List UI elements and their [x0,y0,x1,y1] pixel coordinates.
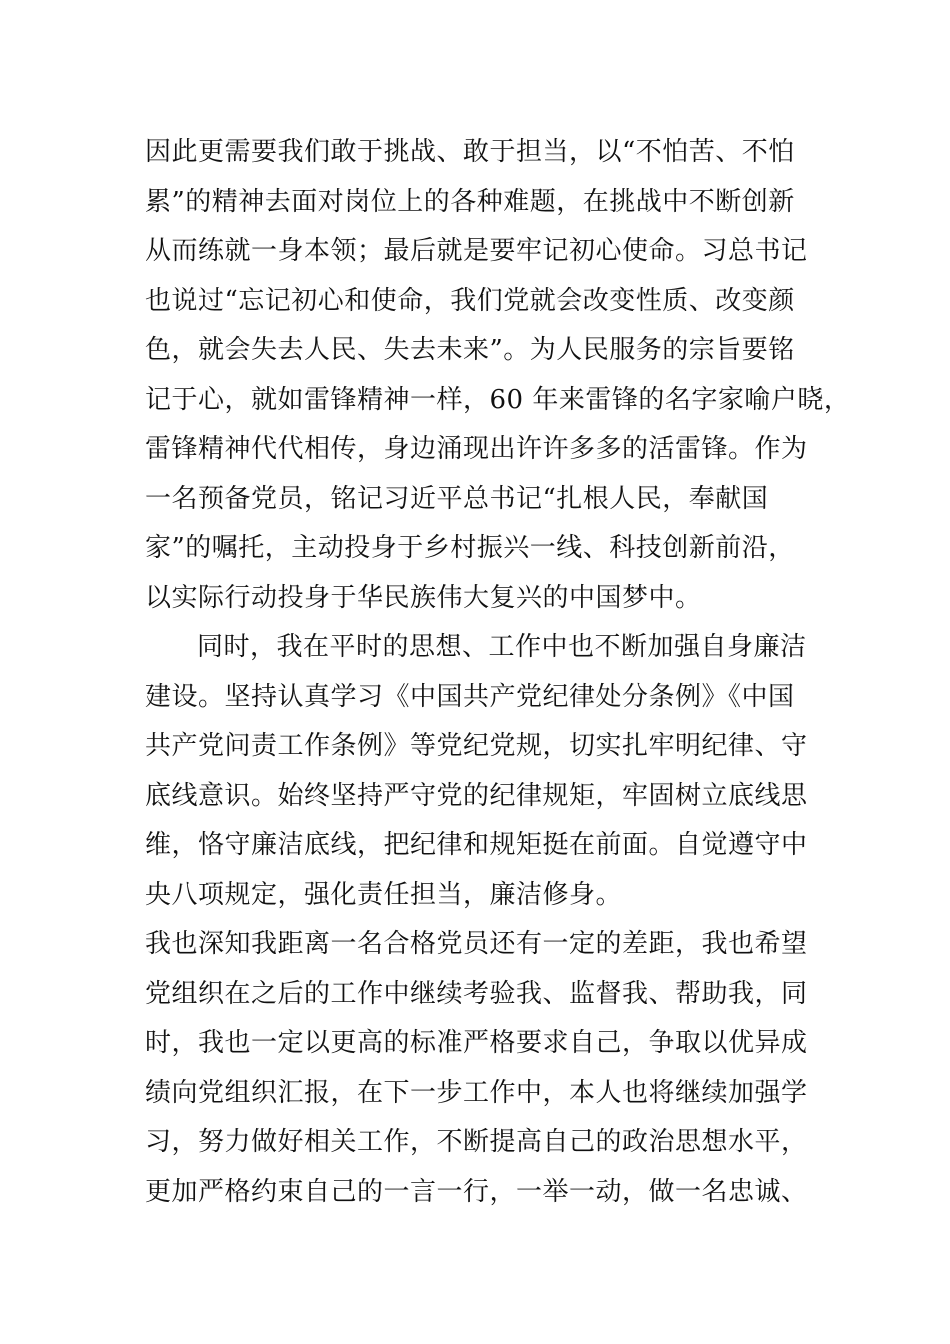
text-line: 一名预备党员，铭记习近平总书记“扎根人民，奉献国 [145,483,769,514]
text-line: 维，恪守廉洁底线，把纪律和规矩挺在前面。自觉遵守中 [145,830,808,860]
text-line: 习，努力做好相关工作，不断提高自己的政治思想水平， [145,1127,808,1157]
text-line: 底线意识。始终坚持严守党的纪律规矩，牢固树立底线思 [145,780,808,811]
text-line: 共产党问责工作条例》等党纪党规，切实扎牢明纪律、守 [145,731,808,761]
paragraph-start-line: 同时，我在平时的思想、工作中也不断加强自身廉洁 [197,632,807,662]
text-line: 因此更需要我们敢于挑战、敢于担当，以“不怕苦、不怕 [145,137,795,167]
text-line: 以实际行动投身于华民族伟大复兴的中国梦中。 [145,582,702,613]
text-line: 绩向党组织汇报，在下一步工作中，本人也将继续加强学 [145,1077,808,1108]
text-line: 记于心，就如雷锋精神一样，60 年来雷锋的名字家喻户晓， [145,384,851,415]
text-line: 建设。坚持认真学习《中国共产党纪律处分条例》《中国 [145,681,795,712]
document-body [145,128,851,1217]
text-line: 党组织在之后的工作中继续考验我、监督我、帮助我，同 [145,978,808,1009]
text-line: 从而练就一身本领；最后就是要牢记初心使命。习总书记 [145,236,808,266]
text-line: 雷锋精神代代相传，身边涌现出许许多多的活雷锋。作为 [145,434,808,464]
text-line: 时，我也一定以更高的标准严格要求自己，争取以优异成 [145,1028,808,1058]
text-line: 央八项规定，强化责任担当，廉洁修身。 [145,879,623,910]
text-line: 色，就会失去人民、失去未来”。为人民服务的宗旨要铭 [145,335,795,365]
text-line: 也说过“忘记初心和使命，我们党就会改变性质、改变颜 [145,285,795,316]
text-line: 更加严格约束自己的一言一行，一举一动，做一名忠诚、 [145,1176,808,1207]
paragraph-start-line: 我也深知我距离一名合格党员还有一定的差距，我也希望 [145,929,808,959]
text-line: 累”的精神去面对岗位上的各种难题，在挑战中不断创新 [145,186,795,217]
text-line: 家”的嘱托，主动投身于乡村振兴一线、科技创新前沿， [145,533,795,563]
